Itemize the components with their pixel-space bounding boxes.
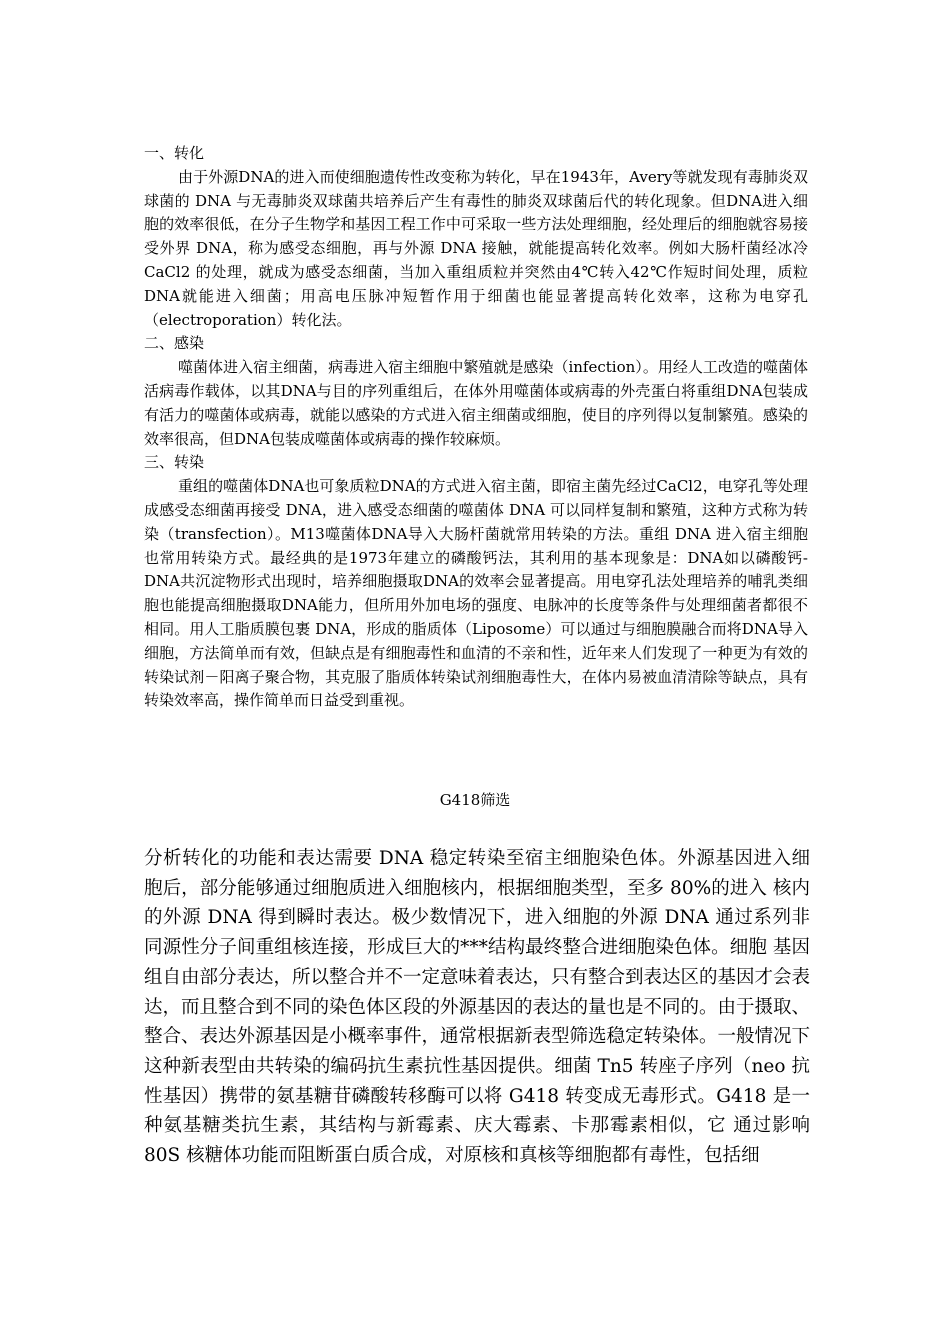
g418-section (144, 844, 810, 1171)
section-title-g418: G418筛选 (439, 791, 511, 809)
paragraph-g418: 分析转化的功能和表达需要 DNA 稳定转染至宿主细胞染色体。外源基因进入细胞后，部分能够通过细胞质进入细胞核内，根据细胞类型，至多 80%的进入 核内的外源 DNA 得到瞬时表达。极少数情况下，进入细胞的外源 DNA 通过系列非同源性分子间重组核连接，形成巨大的***结构最终整合进细胞染色体。细胞 基因组自由部分表达，所以整合并不一定意味着表达，只有整合到表达区的基因才会表达，而且整合到不同的染色体区段的外源基因的表达的量也是不同的。由于摄取、整合、表达外源基因是小概率事件，通常根据新表型筛选稳定转染体。一般情况下这种新表型由共转染的编码抗生素抗性基因提供。细菌 Tn5 转座子序列（neo 抗性基因）携带的氨基糖苷磷酸转移酶可以将 G418 转变成无毒形式。G418 是一种氨基糖类抗生素，其结构与新霉素、庆大霉素、卡那霉素相似，它 通过影响 80S 核糖体功能而阻断蛋白质合成，对原核和真核等细胞都有毒性，包括细 (144, 848, 811, 1167)
heading-infection: 二、感染 (144, 334, 205, 353)
heading-transformation: 一、转化 (144, 144, 205, 162)
heading-transfection: 三、转染 (144, 453, 205, 472)
paragraph-transformation: 由于外源DNA的进入而使细胞遗传性改变称为转化，早在1943年，Avery等就发现有毒肺炎双球菌的 DNA 与无毒肺炎双球菌共培养后产生有毒性的肺炎双球菌后代的转化现象。但DNA进入细胞的效率很低，在分子生物学和基因工程工作中可采取一些方法处理细胞，经处理后的细胞就容易接受外界 DNA，称为感受态细胞，再与外源 DNA 接触，就能提高转化效率。例如大肠杆菌经冰冷 CaCl2 的处理，就成为感受态细菌，当加入重组质粒并突然由4℃转入42℃作短时间处理，质粒DNA就能进入细菌；用高电压脉冲短暂作用于细菌也能显著提高转化效率，这称为电穿孔（electroporation）转化法。 (144, 167, 808, 329)
paragraph-infection: 噬菌体进入宿主细菌，病毒进入宿主细胞中繁殖就是感染（infection）。用经人工改造的噬菌体活病毒作载体，以其DNA与目的序列重组后，在体外用噬菌体或病毒的外壳蛋白将重组DNA包装成有活力的噬菌体或病毒，就能以感染的方式进入宿主细菌或细胞，使目的序列得以复制繁殖。感染的效率很高，但DNA包装成噬菌体或病毒的操作较麻烦。 (144, 358, 808, 448)
methods-section (144, 142, 808, 713)
paragraph-transfection: 重组的噬菌体DNA也可象质粒DNA的方式进入宿主菌，即宿主菌先经过CaCl2，电穿孔等处理成感受态细菌再接受 DNA，进入感受态细菌的噬菌体 DNA 可以同样复制和繁殖，这种方式称为转染（transfection）。M13噬菌体DNA导入大肠杆菌就常用转染的方法。重组 DNA 进入宿主细胞也常用转染方式。最经典的是1973年建立的磷酸钙法，其利用的基本现象是：DNA如以磷酸钙-DNA共沉淀物形式出现时，培养细胞摄取DNA的效率会显著提高。用电穿孔法处理培养的哺乳类细胞也能提高细胞摄取DNA能力，但所用外加电场的强度、电脉冲的长度等条件与处理细菌者都很不相同。用人工脂质膜包裹 DNA，形成的脂质体（Liposome）可以通过与细胞膜融合而将DNA导入细胞，方法简单而有效，但缺点是有细胞毒性和血清的不亲和性，近年来人们发现了一种更为有效的转染试剂－阳离子聚合物，其克服了脂质体转染试剂细胞毒性大，在体内易被血清清除等缺点，具有转染效率高，操作简单而日益受到重视。 (144, 477, 808, 710)
